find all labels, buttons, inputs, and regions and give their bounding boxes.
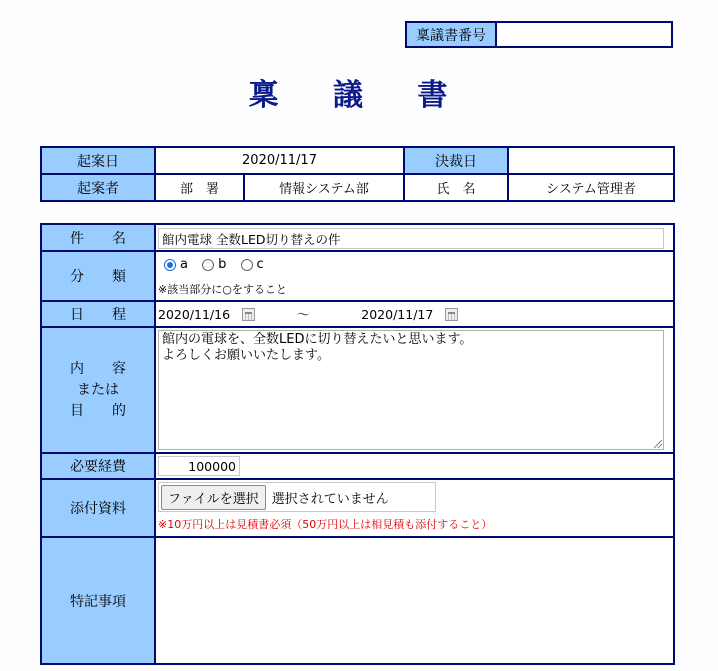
calendar-icon[interactable] <box>445 308 458 321</box>
content-textarea[interactable]: 館内の電球を、全数LEDに切り替えたいと思います。 よろしくお願いいたします。 <box>158 330 664 450</box>
category-option-a[interactable]: a <box>164 257 188 272</box>
cost-input[interactable]: 100000 <box>158 456 240 476</box>
ringi-form-table <box>40 223 675 665</box>
category-note: ※該当部分に○をすること <box>158 282 287 296</box>
ringi-number-box <box>405 21 673 48</box>
schedule-to-input[interactable]: 2020/11/17 <box>361 304 441 324</box>
name-value: システム管理者 <box>508 174 674 201</box>
page-title: 稟 議 書 <box>248 78 470 113</box>
radio-icon <box>241 259 253 271</box>
subject-input[interactable]: 館内電球 全数LED切り替えの件 <box>158 228 664 249</box>
file-input <box>158 482 436 512</box>
cost-label: 必要経費 <box>41 453 155 479</box>
draft-date-label: 起案日 <box>41 147 155 174</box>
name-label: 氏 名 <box>404 174 508 201</box>
drafter-label: 起案者 <box>41 174 155 201</box>
subject-label: 件 名 <box>41 224 155 251</box>
schedule-separator: ～ <box>296 307 310 323</box>
calendar-icon[interactable] <box>242 308 255 321</box>
category-radio-group <box>164 257 673 275</box>
ringi-number-label: 稟議書番号 <box>407 23 497 46</box>
ringi-number-field[interactable] <box>497 23 671 46</box>
info-table <box>40 146 675 202</box>
choose-file-button[interactable]: ファイルを選択 <box>161 485 266 510</box>
decision-date-value <box>508 147 674 174</box>
schedule-from-input[interactable]: 2020/11/16 <box>158 304 238 324</box>
file-status: 選択されていません <box>271 491 389 507</box>
schedule-label: 日 程 <box>41 301 155 327</box>
radio-icon <box>202 259 214 271</box>
resize-handle-icon[interactable] <box>654 440 662 448</box>
category-option-c[interactable]: c <box>241 257 264 272</box>
decision-date-label: 決裁日 <box>404 147 508 174</box>
category-option-b[interactable]: b <box>202 257 226 272</box>
radio-checked-icon <box>164 259 176 271</box>
draft-date-value: 2020/11/17 <box>155 147 404 174</box>
remarks-label: 特記事項 <box>41 537 155 664</box>
department-label: 部 署 <box>155 174 244 201</box>
remarks-field[interactable] <box>155 537 674 664</box>
attachment-note: ※10万円以上は見積書必須（50万円以上は相見積も添付すること） <box>158 518 493 531</box>
content-label: 内 容 または 目 的 <box>41 327 155 453</box>
category-label: 分 類 <box>41 251 155 301</box>
attachment-label: 添付資料 <box>41 479 155 537</box>
department-value: 情報システム部 <box>244 174 404 201</box>
